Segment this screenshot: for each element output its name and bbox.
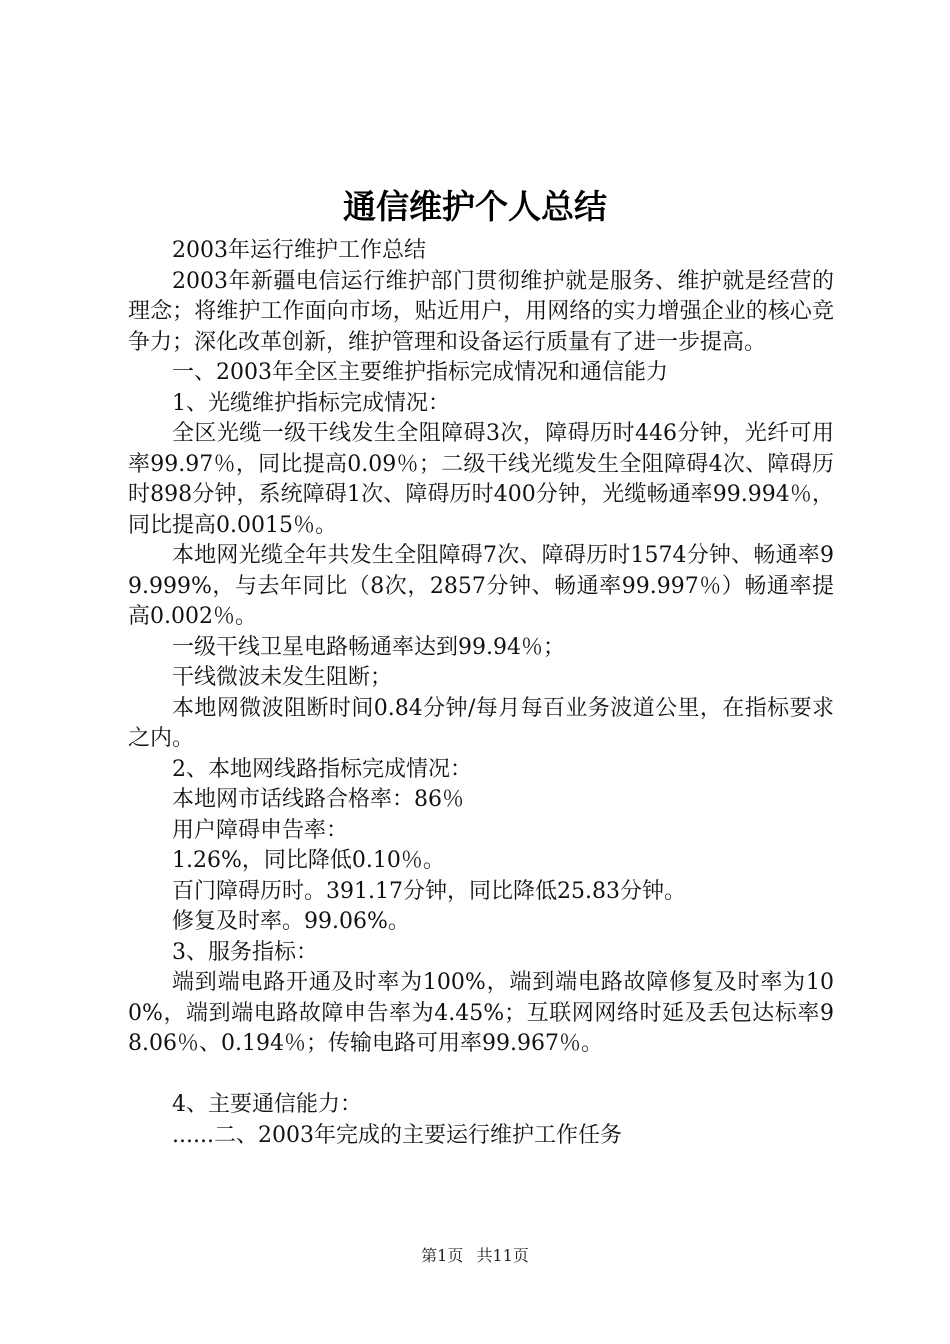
paragraph: 端到端电路开通及时率为100%，端到端电路故障修复及时率为100%，端到端电路故障申告率为4.45%；互联网网络时延及丢包达标率98.06％、0.194％；传输电路可用率99.967％。 <box>128 970 834 1056</box>
page-number: 第1页 <box>421 1246 464 1265</box>
paragraph: 干线微波未发生阻断； <box>172 665 393 690</box>
paragraph: 本地网市话线路合格率：86％ <box>172 787 464 812</box>
page-total: 共11页 <box>476 1246 529 1265</box>
paragraph: 百门障碍历时。391.17分钟，同比降低25.83分钟。 <box>172 878 686 904</box>
blank-line <box>128 1060 834 1091</box>
paragraph: 本地网光缆全年共发生全阻障碍7次、障碍历时1574分钟、畅通率99.999%，与去年同比（8次，2857分钟、畅通率99.997％）畅通率提高0.002％。 <box>128 543 834 629</box>
paragraph: 全区光缆一级干线发生全阻障碍3次，障碍历时446分钟，光纤可用率99.97％，同比提高0.09％；二级干线光缆发生全阻障碍4次、障碍历时898分钟，系统障碍1次、障碍历时400分钟，光缆畅通率99.994％，同比提高0.0015％。 <box>128 421 834 538</box>
document-body <box>128 236 834 1151</box>
paragraph: 3、服务指标： <box>172 939 318 965</box>
paragraph: 4、主要通信能力： <box>172 1092 362 1117</box>
page-footer <box>0 1245 950 1267</box>
paragraph: 用户障碍申告率： <box>172 817 349 843</box>
paragraph: 2003年新疆电信运行维护部门贯彻维护就是服务、维护就是经营的理念；将维护工作面向市场，贴近用户，用网络的实力增强企业的核心竞争力；深化改革创新，维护管理和设备运行质量有了进一步提高。 <box>128 268 834 355</box>
paragraph: 一级干线卫星电路畅通率达到99.94％； <box>172 634 565 660</box>
paragraph: 1.26%，同比降低0.10％。 <box>172 848 445 873</box>
document-title: 通信维护个人总结 <box>343 187 607 226</box>
paragraph: 本地网微波阻断时间0.84分钟/每月每百业务波道公里，在指标要求之内。 <box>128 695 834 751</box>
paragraph: 一、2003年全区主要维护指标完成情况和通信能力 <box>172 360 668 385</box>
paragraph: ......二、2003年完成的主要运行维护工作任务 <box>172 1122 622 1148</box>
paragraph: 1、光缆维护指标完成情况： <box>172 390 450 416</box>
paragraph: 2、本地网线路指标完成情况： <box>172 756 472 782</box>
paragraph: 2003年运行维护工作总结 <box>172 238 426 263</box>
paragraph: 修复及时率。99.06%。 <box>172 909 410 934</box>
